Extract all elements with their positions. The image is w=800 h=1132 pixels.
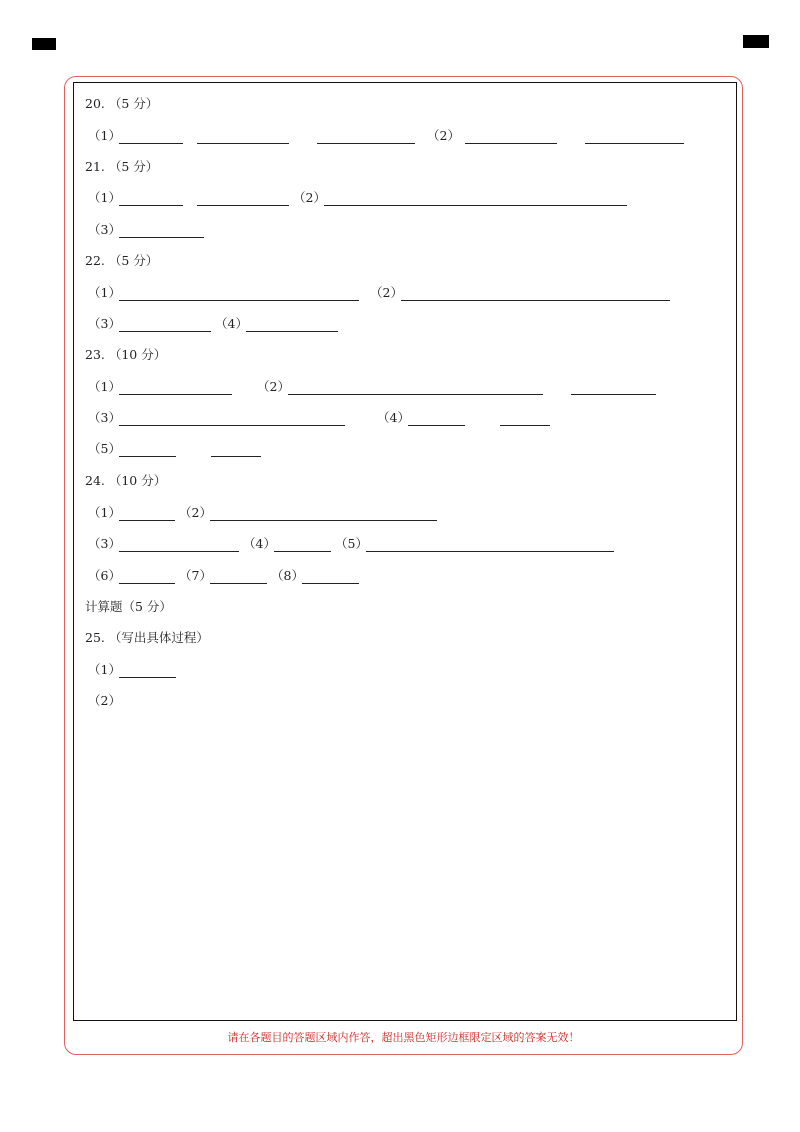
q21-answer-row-1 [0, 189, 800, 207]
answer-blank[interactable] [119, 143, 183, 144]
q22-part4-label: （4） [215, 316, 248, 331]
q20-part2-label: （2） [427, 128, 460, 143]
answer-blank[interactable] [211, 456, 261, 457]
q20-part1-label: （1） [88, 128, 121, 143]
answer-blank[interactable] [119, 583, 175, 584]
q24-heading: 24. （10 分） [85, 473, 167, 488]
answer-blank[interactable] [119, 394, 232, 395]
q21-heading: 21. （5 分） [85, 159, 159, 174]
q20-heading: 20. （5 分） [85, 96, 159, 111]
answer-blank[interactable] [119, 551, 239, 552]
answer-blank[interactable] [408, 425, 465, 426]
q23-answer-row-3 [0, 440, 800, 458]
answer-blank[interactable] [274, 551, 331, 552]
q22-part2-label: （2） [370, 285, 403, 300]
q21-answer-row-2 [0, 221, 800, 239]
q24-part2-label: （2） [179, 505, 212, 520]
answer-blank[interactable] [317, 143, 415, 144]
q23-part3-label: （3） [88, 410, 121, 425]
q23-part5-label: （5） [88, 441, 121, 456]
q24-part8-label: （8） [271, 568, 304, 583]
answer-blank[interactable] [585, 143, 684, 144]
footer-warning: 请在各题目的答题区域内作答，超出黑色矩形边框限定区域的答案无效！ [227, 1031, 580, 1044]
answer-blank[interactable] [324, 205, 627, 206]
q24-part4-label: （4） [243, 536, 276, 551]
q21-part1-label: （1） [88, 190, 121, 205]
q25-answer-row-1 [0, 661, 800, 679]
q23-answer-row-2 [0, 409, 800, 427]
answer-blank[interactable] [119, 425, 345, 426]
q23-part4-label: （4） [377, 410, 410, 425]
q24-part3-label: （3） [88, 536, 121, 551]
answer-blank[interactable] [401, 300, 670, 301]
q24-part1-label: （1） [88, 505, 121, 520]
answer-blank[interactable] [119, 520, 175, 521]
answer-blank[interactable] [197, 143, 289, 144]
calculation-section-heading: 计算题（5 分） [85, 599, 172, 614]
q24-answer-row-3 [0, 567, 800, 585]
answer-blank[interactable] [210, 520, 437, 521]
q22-part1-label: （1） [88, 285, 121, 300]
q25-heading: 25. （写出具体过程） [85, 630, 209, 645]
answer-blank[interactable] [288, 394, 543, 395]
q25-part1-label: （1） [88, 662, 121, 677]
q23-heading: 23. （10 分） [85, 347, 167, 362]
alignment-marker-top-left [32, 38, 56, 50]
answer-blank[interactable] [119, 456, 176, 457]
q24-part5-label: （5） [335, 536, 368, 551]
answer-blank[interactable] [119, 331, 211, 332]
alignment-marker-top-right [743, 35, 769, 48]
answer-blank[interactable] [119, 677, 176, 678]
q20-answer-row [0, 127, 800, 145]
q21-part3-label: （3） [88, 222, 121, 237]
q22-answer-row-2 [0, 315, 800, 333]
q24-part7-label: （7） [179, 568, 212, 583]
q21-part2-label: （2） [293, 190, 326, 205]
answer-blank[interactable] [366, 551, 614, 552]
answer-blank[interactable] [119, 205, 183, 206]
q23-part2-label: （2） [257, 379, 290, 394]
q22-part3-label: （3） [88, 316, 121, 331]
q23-answer-row-1 [0, 378, 800, 396]
q24-part6-label: （6） [88, 568, 121, 583]
q22-heading: 22. （5 分） [85, 253, 159, 268]
q25-workspace[interactable] [80, 715, 730, 1015]
q24-answer-row-2 [0, 535, 800, 553]
answer-blank[interactable] [465, 143, 557, 144]
answer-blank[interactable] [571, 394, 656, 395]
answer-blank[interactable] [500, 425, 550, 426]
q24-answer-row-1 [0, 504, 800, 522]
q22-answer-row-1 [0, 284, 800, 302]
answer-blank[interactable] [119, 237, 204, 238]
answer-blank[interactable] [302, 583, 359, 584]
answer-blank[interactable] [119, 300, 359, 301]
answer-blank[interactable] [210, 583, 267, 584]
answer-blank[interactable] [197, 205, 289, 206]
q25-answer-row-2 [0, 692, 800, 710]
q25-part2-label: （2） [88, 693, 121, 708]
q23-part1-label: （1） [88, 379, 121, 394]
answer-blank[interactable] [246, 331, 338, 332]
